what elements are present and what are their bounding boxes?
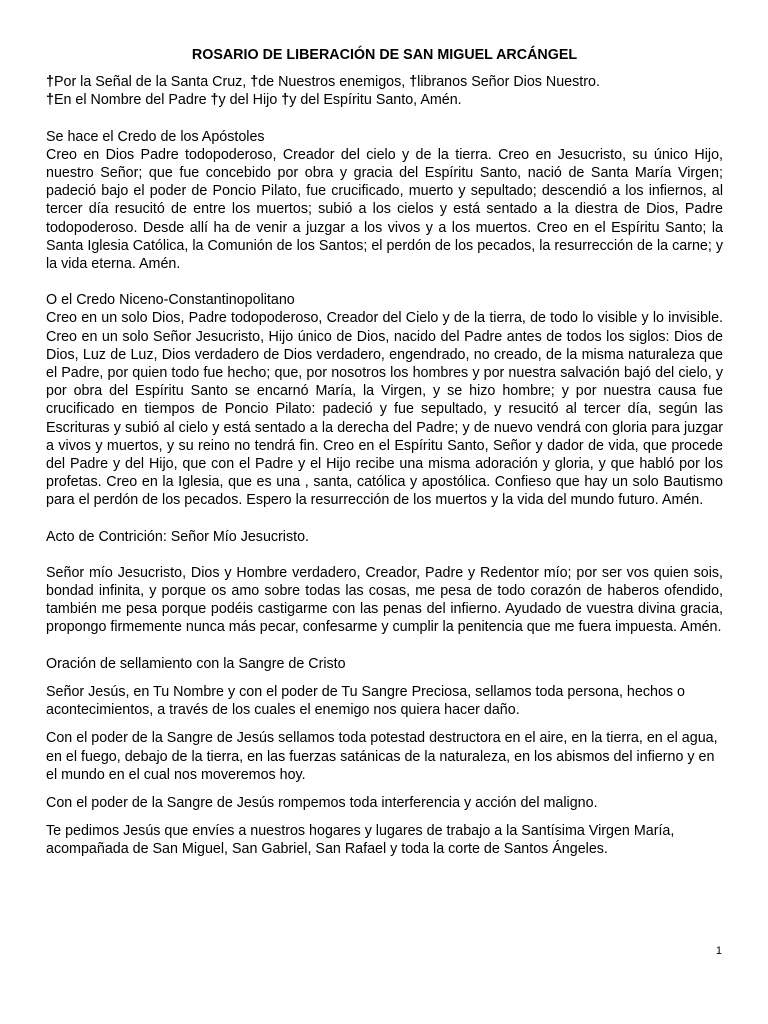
cross-icon: † [46,74,54,91]
document-page [46,46,723,859]
nicene-creed-text: Creo en un solo Dios, Padre todopoderoso, Creador del Cielo y de la tierra, de todo lo visible y lo invisible. Creo en un solo Señor Jesucristo, Hijo único de Dios, nacido del Padre antes de todos los siglos: Dios de Dios, Luz de Luz, Dios verdadero de Dios verdadero, engendrado, no creado, de la misma naturaleza que el Padre, por quien todo fue hecho; que, por nosotros los hombres y por nuestra salvación bajó del cielo, y por obra del Espíritu Santo se encarnó María, la Virgen, y se hizo hombre; y por nuestra causa fue crucificado en tiempos de Poncio Pilato: padeció y fue sepultado, y resucitó al tercer día, según las Escrituras y subió al cielo y está sentado a la derecha del Padre; y de nuevo vendrá con gloria para juzgar a vivos y muertos, y su reino no tendrá fin. Creo en el Espíritu Santo, Señor y dador de vida, que procede del Padre y del Hijo, que con el Padre y el Hijo recibe una misma adoración y gloria, y que habló por los profetas. Creo en la Iglesia, que es una , santa, católica y apostólica. Confieso que hay un solo Bautismo para el perdón de los pecados. Espero la resurrección de los muertos y la vida del mundo futuro. Amén. [46,310,723,509]
cross-icon: † [46,92,54,109]
sealing-paragraph: Con el poder de la Sangre de Jesús rompemos toda interferencia y acción del maligno. [46,794,598,811]
document-title: ROSARIO DE LIBERACIÓN DE SAN MIGUEL ARCÁNGEL [191,47,578,63]
sealing-heading: Oración de sellamiento con la Sangre de Cristo [46,655,346,672]
sealing-paragraph: Con el poder de la Sangre de Jesús sellamos toda potestad destructora en el aire, en la tierra, en el agua, en el fuego, debajo de la tierra, en las fuerzas satánicas de la naturaleza, en los abismos del infierno y en el mundo en el cual nos moveremos hoy. [46,730,718,783]
contrition-text: Señor mío Jesucristo, Dios y Hombre verdadero, Creador, Padre y Redentor mío; por ser vos quien sois, bondad infinita, y porque os amo sobre todas las cosas, me pesa de todo corazón de haberos ofendido, también me pesa porque podéis castigarme con las penas del infierno. Ayudado de vuestra divina gracia, propongo firmemente nunca más pecar, confesarme y cumplir la penitencia que me fuera impuesta. Amén. [46,564,723,636]
sealing-paragraph: Te pedimos Jesús que envíes a nuestros hogares y lugares de trabajo a la Santísima Virgen María, acompañada de San Miguel, San Gabriel, San Rafael y toda la corte de Santos Ángeles. [46,823,675,858]
cross-icon: † [281,92,290,109]
cross-icon: † [409,74,418,91]
sealing-paragraph: Señor Jesús, en Tu Nombre y con el poder de Tu Sangre Preciosa, sellamos toda persona, hechos o acontecimientos, a través de los cuales el enemigo nos quiera hacer daño. [46,683,685,719]
contrition-heading: Acto de Contrición: Señor Mío Jesucristo. [46,528,310,545]
page-number: 1 [715,945,722,957]
apostles-creed-text: Creo en Dios Padre todopoderoso, Creador del cielo y de la tierra. Creo en Jesucristo, su único Hijo, nuestro Señor; que fue concebido por obra y gracia del Espíritu Santo, nació de Santa María Virgen; padeció bajo el poder de Poncio Pilato, fue crucificado, muerto y sepultado; descendió a los infiernos, al tercer día resucitó de entre los muertos; subió a los cielos y está sentado a la diestra de Dios, Padre todopoderoso. Desde allí ha de venir a juzgar a los vivos y a los muertos. Creo en el Espíritu Santo; la Santa Iglesia Católica, la Comunión de los Santos; el perdón de los pecados, la resurrección de la carne; y la vida eterna. Amén. [46,146,723,273]
apostles-creed-heading: Se hace el Credo de los Apóstoles [46,128,265,145]
cross-icon: † [250,74,259,91]
cross-icon: † [210,92,219,109]
sign-of-cross-line-1: †Por la Señal de la Santa Cruz, †de Nuestros enemigos, †libranos Señor Dios Nuestro. [46,74,600,91]
sign-of-cross-line-2: †En el Nombre del Padre †y del Hijo †y del Espíritu Santo, Amén. [46,92,462,109]
nicene-creed-heading: O el Credo Niceno-Constantinopolitano [46,292,295,309]
